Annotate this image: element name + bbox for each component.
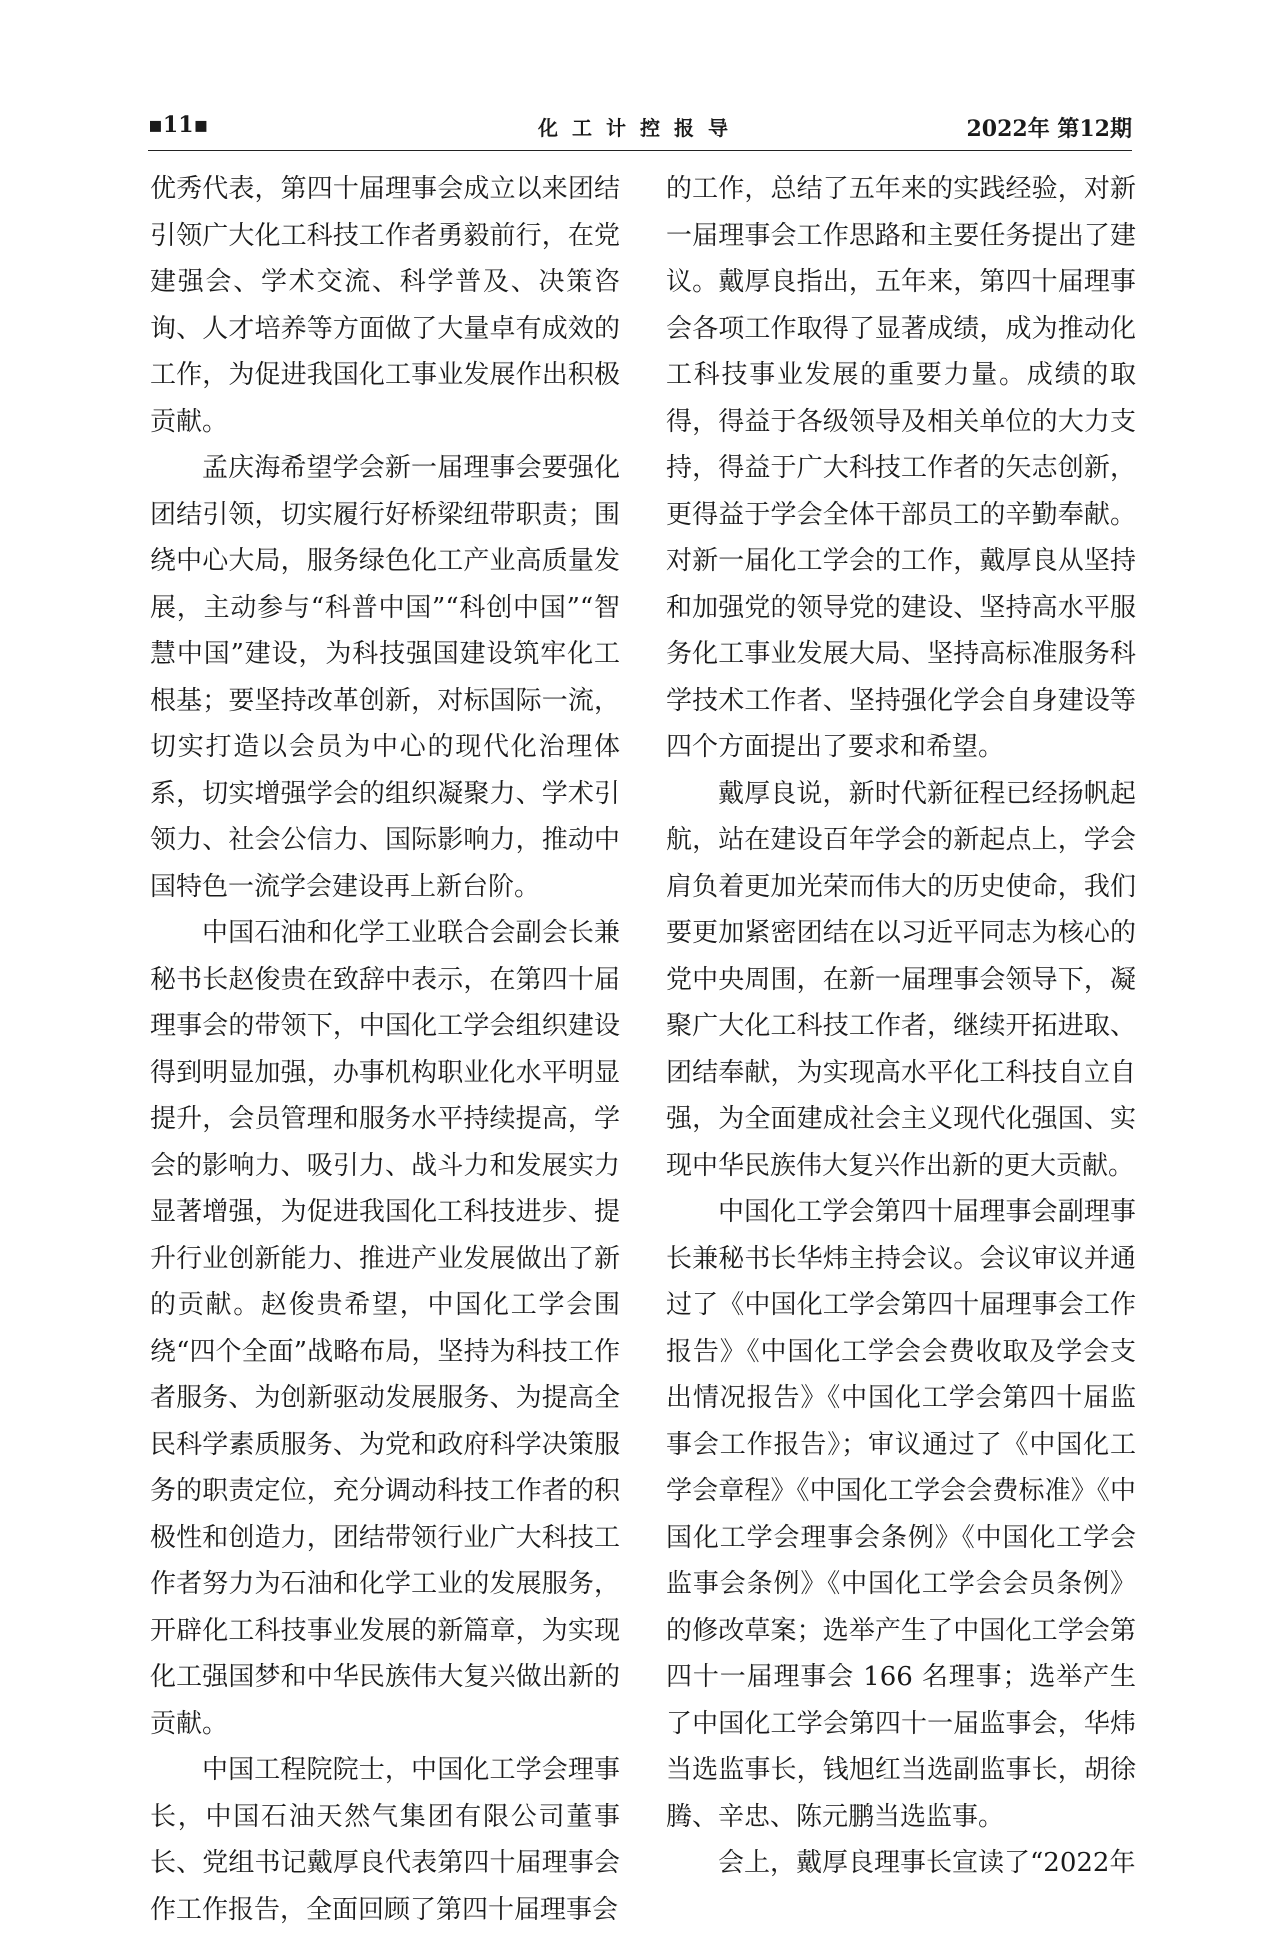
issue-label: 2022年 第12期 [966, 116, 1132, 142]
paragraph: 中国工程院院士，中国化工学会理事长，中国石油天然气集团有限公司董事长、党组书记戴厚良代表第四十届理事会作工作报告，全面回顾了第四十届理事会 [150, 1755, 620, 1925]
page-number: ▪11▪ [148, 112, 209, 138]
paragraph: 戴厚良说，新时代新征程已经扬帆起航，站在建设百年学会的新起点上，学会肩负着更加光荣而伟大的历史使命，我们要更加紧密团结在以习近平同志为核心的党中央周围，在新一届理事会领导下，凝聚广大化工科技工作者，继续开拓进取、团结奉献，为实现高水平化工科技自立自强，为全面建成社会主义现代化强国、实现中华民族伟大复兴作出新的更大贡献。 [666, 778, 1136, 1181]
paragraph: 中国化工学会第四十届理事会副理事长兼秘书长华炜主持会议。会议审议并通过了《中国化工学会第四十届理事会工作报告》《中国化工学会会费收取及学会支出情况报告》《中国化工学会第四十届监事会工作报告》；审议通过了《中国化工学会章程》《中国化工学会会费标准》《中国化工学会理事会条例》《中国化工学会监事会条例》《中国化工学会会员条例》的修改草案；选举产生了中国化工学会第四十一届理事会 166 名理事；选举产生了中国化工学会第四十一届监事会，华炜当选监事长，钱旭红当选副监事长，胡徐腾、辛忠、陈元鹏当选监事。 [666, 1197, 1136, 1832]
paragraph: 孟庆海希望学会新一届理事会要强化团结引领，切实履行好桥梁纽带职责；围绕中心大局，服务绿色化工产业高质量发展，主动参与“科普中国”“科创中国”“智慧中国”建设，为科技强国建设筑牢化工根基；要坚持改革创新，对标国际一流，切实打造以会员为中心的现代化治理体系，切实增强学会的组织凝聚力、学术引领力、社会公信力、国际影响力，推动中国特色一流学会建设再上新台阶。 [150, 453, 620, 902]
journal-title: 化工计控报导 [538, 116, 742, 140]
paragraph: 会上，戴厚良理事长宣读了“2022年 [718, 1848, 1136, 1878]
right-column [666, 166, 1136, 1887]
paragraph: 优秀代表，第四十届理事会成立以来团结引领广大化工科技工作者勇毅前行，在党建强会、学术交流、科学普及、决策咨询、人才培养等方面做了大量卓有成效的工作，为促进我国化工事业发展作出积极贡献。 [150, 174, 620, 437]
paragraph: 的工作，总结了五年来的实践经验，对新一届理事会工作思路和主要任务提出了建议。戴厚良指出，五年来，第四十届理事会各项工作取得了显著成绩，成为推动化工科技事业发展的重要力量。成绩的取得，得益于各级领导及相关单位的大力支持，得益于广大科技工作者的矢志创新，更得益于学会全体干部员工的辛勤奉献。对新一届化工学会的工作，戴厚良从坚持和加强党的领导党的建设、坚持高水平服务化工事业发展大局、坚持高标准服务科学技术工作者、坚持强化学会自身建设等四个方面提出了要求和希望。 [666, 174, 1136, 762]
running-header [148, 104, 1132, 151]
paragraph: 中国石油和化学工业联合会副会长兼秘书长赵俊贵在致辞中表示，在第四十届理事会的带领下，中国化工学会组织建设得到明显加强，办事机构职业化水平明显提升，会员管理和服务水平持续提高，学会的影响力、吸引力、战斗力和发展实力显著增强，为促进我国化工科技进步、提升行业创新能力、推进产业发展做出了新的贡献。赵俊贵希望，中国化工学会围绕“四个全面”战略布局，坚持为科技工作者服务、为创新驱动发展服务、为提高全民科学素质服务、为党和政府科学决策服务的职责定位，充分调动科技工作者的积极性和创造力，团结带领行业广大科技工作者努力为石油和化学工业的发展服务，开辟化工科技事业发展的新篇章，为实现化工强国梦和中华民族伟大复兴做出新的贡献。 [150, 918, 620, 1739]
left-column [150, 166, 620, 1933]
